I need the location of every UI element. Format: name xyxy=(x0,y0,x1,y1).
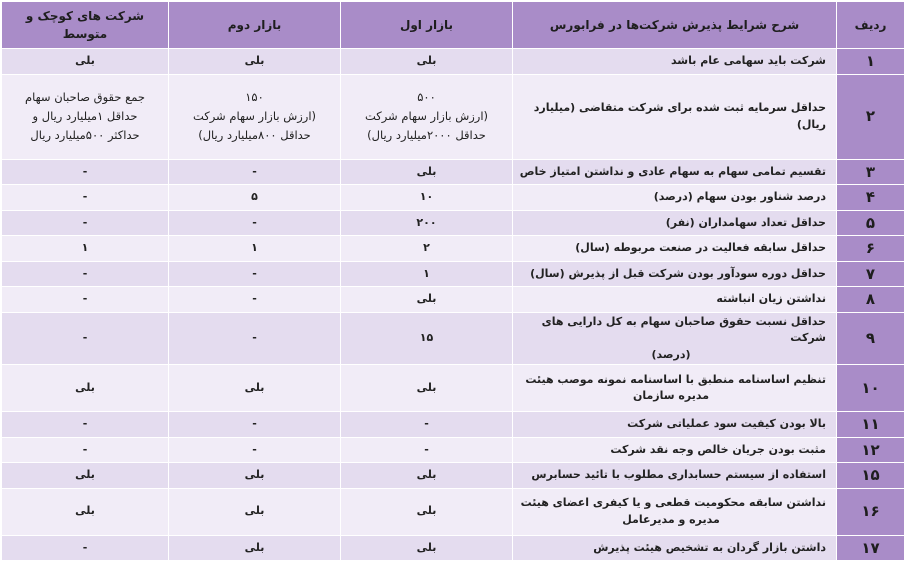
cell-small-medium: بلی xyxy=(2,488,169,535)
desc-line: مدیره و مدیرعامل xyxy=(622,512,720,526)
cell-first-market: ۲۰۰ xyxy=(341,210,513,236)
cell-second-market: بلی xyxy=(169,535,341,561)
cell-second-market: - xyxy=(169,312,341,365)
table-row xyxy=(2,236,905,262)
cell-small-medium: - xyxy=(2,185,169,211)
desc-line: مدیره سازمان xyxy=(632,389,710,402)
cell-second-market: بلی xyxy=(169,49,341,75)
cell-first-market: ۱۰ xyxy=(341,185,513,211)
cell-small-medium: - xyxy=(2,535,169,561)
cell-first-market: بلی xyxy=(341,287,513,313)
row-description: بالا بودن کیفیت سود عملیاتی شرکت xyxy=(513,412,837,438)
cell-small-medium: - xyxy=(2,210,169,236)
cell-small-medium: - xyxy=(2,159,169,185)
cell-small-medium: - xyxy=(2,312,169,365)
cell-first-market: بلی xyxy=(341,365,513,412)
cell-second-market: - xyxy=(169,287,341,313)
cell-line: حداکثر ۵۰۰میلیارد ریال xyxy=(30,127,140,142)
cell-small-medium: - xyxy=(2,287,169,313)
row-number: ۲ xyxy=(837,74,905,159)
cell-line: حداقل ۸۰۰میلیارد ریال) xyxy=(198,127,311,142)
cell-first-market: بلی xyxy=(341,488,513,535)
table-row xyxy=(2,49,905,75)
cell-small-medium: - xyxy=(2,437,169,463)
desc-line: تنظیم اساسنامه منطبق با اساسنامه نمونه موصب هیئت xyxy=(525,372,826,386)
desc-line: حداقل نسبت حقوق صاحبان سهام به کل دارایی های شرکت xyxy=(541,314,826,344)
cell-small-medium: ۱ xyxy=(2,236,169,262)
row-number: ۱۰ xyxy=(837,365,905,412)
table-row xyxy=(2,488,905,535)
cell-line: حداقل ۱میلیارد ریال و xyxy=(32,109,138,124)
header-second-market: بازار دوم xyxy=(169,2,341,49)
cell-line: (ارزش بازار سهام شرکت xyxy=(192,109,317,124)
cell-first-market: بلی xyxy=(341,463,513,489)
row-number: ۱۶ xyxy=(837,488,905,535)
cell-first-market: - xyxy=(341,437,513,463)
header-first-market: بازار اول xyxy=(341,2,513,49)
table-row xyxy=(2,312,905,365)
table-row xyxy=(2,287,905,313)
cell-line: حداقل ۲۰۰۰میلیارد ریال) xyxy=(367,127,486,142)
cell-second-market: - xyxy=(169,261,341,287)
row-description: حداقل سابقه فعالیت در صنعت مربوطه (سال) xyxy=(513,236,837,262)
table-row xyxy=(2,261,905,287)
cell-small-medium xyxy=(2,74,169,159)
row-description: درصد شناور بودن سهام (درصد) xyxy=(513,185,837,211)
row-number: ۹ xyxy=(837,312,905,365)
row-number: ۱۵ xyxy=(837,463,905,489)
cell-first-market: - xyxy=(341,412,513,438)
table-row xyxy=(2,159,905,185)
row-description: حداقل سرمایه ثبت شده برای شرکت متقاضی (میلیارد ریال) xyxy=(513,74,837,159)
row-number: ۸ xyxy=(837,287,905,313)
row-description: استفاده از سیستم حسابداری مطلوب با تائید حسابرس xyxy=(513,463,837,489)
row-description xyxy=(513,365,837,412)
table-row xyxy=(2,535,905,561)
row-description: داشتن بازار گردان به تشخیص هیئت پذیرش xyxy=(513,535,837,561)
row-number: ۱۲ xyxy=(837,437,905,463)
table-row xyxy=(2,412,905,438)
row-number: ۶ xyxy=(837,236,905,262)
table-row xyxy=(2,185,905,211)
cell-second-market: بلی xyxy=(169,365,341,412)
row-description xyxy=(513,488,837,535)
cell-second-market: بلی xyxy=(169,488,341,535)
cell-first-market: ۱۵ xyxy=(341,312,513,365)
cell-second-market: بلی xyxy=(169,463,341,489)
row-description: حداقل تعداد سهامداران (نفر) xyxy=(513,210,837,236)
cell-second-market: ۵ xyxy=(169,185,341,211)
cell-line: ۵۰۰ xyxy=(417,90,436,105)
cell-small-medium: بلی xyxy=(2,463,169,489)
row-number: ۱ xyxy=(837,49,905,75)
row-description xyxy=(513,312,837,365)
cell-line: (ارزش بازار سهام شرکت xyxy=(364,109,489,124)
row-description: نداشتن زیان انباشته xyxy=(513,287,837,313)
row-number: ۷ xyxy=(837,261,905,287)
table-row xyxy=(2,463,905,489)
desc-line: (درصد) xyxy=(651,347,691,361)
header-small-medium: شرکت های کوچک و متوسط xyxy=(2,2,169,49)
cell-first-market: بلی xyxy=(341,159,513,185)
cell-second-market: ۱ xyxy=(169,236,341,262)
table-row xyxy=(2,365,905,412)
cell-first-market: ۲ xyxy=(341,236,513,262)
header-row xyxy=(2,2,905,49)
cell-second-market xyxy=(169,74,341,159)
cell-first-market xyxy=(341,74,513,159)
row-number: ۱۷ xyxy=(837,535,905,561)
table-row xyxy=(2,74,905,159)
row-description: شرکت باید سهامی عام باشد xyxy=(513,49,837,75)
row-number: ۴ xyxy=(837,185,905,211)
table-row xyxy=(2,210,905,236)
cell-small-medium: بلی xyxy=(2,49,169,75)
header-radif: ردیف xyxy=(837,2,905,49)
row-description: مثبت بودن جریان خالص وجه نقد شرکت xyxy=(513,437,837,463)
header-description: شرح شرایط پذیرش شرکت‌ها در فرابورس xyxy=(513,2,837,49)
row-number: ۳ xyxy=(837,159,905,185)
cell-second-market: - xyxy=(169,437,341,463)
cell-line: جمع حقوق صاحبان سهام xyxy=(25,90,145,105)
cell-line: ۱۵۰ xyxy=(245,90,264,105)
cell-second-market: - xyxy=(169,210,341,236)
cell-first-market: بلی xyxy=(341,49,513,75)
row-description: تقسیم تمامی سهام به سهام عادی و نداشتن امتیاز خاص xyxy=(513,159,837,185)
listing-requirements-table xyxy=(1,1,905,561)
cell-small-medium: - xyxy=(2,412,169,438)
desc-line: نداشتن سابقه محکومیت قطعی و یا کیفری اعضای هیئت xyxy=(520,496,826,509)
row-number: ۵ xyxy=(837,210,905,236)
cell-first-market: بلی xyxy=(341,535,513,561)
cell-small-medium: بلی xyxy=(2,365,169,412)
cell-second-market: - xyxy=(169,412,341,438)
table-row xyxy=(2,437,905,463)
cell-first-market: ۱ xyxy=(341,261,513,287)
row-description: حداقل دوره سودآور بودن شرکت قبل از پذیرش (سال) xyxy=(513,261,837,287)
row-number: ۱۱ xyxy=(837,412,905,438)
cell-second-market: - xyxy=(169,159,341,185)
cell-small-medium: - xyxy=(2,261,169,287)
